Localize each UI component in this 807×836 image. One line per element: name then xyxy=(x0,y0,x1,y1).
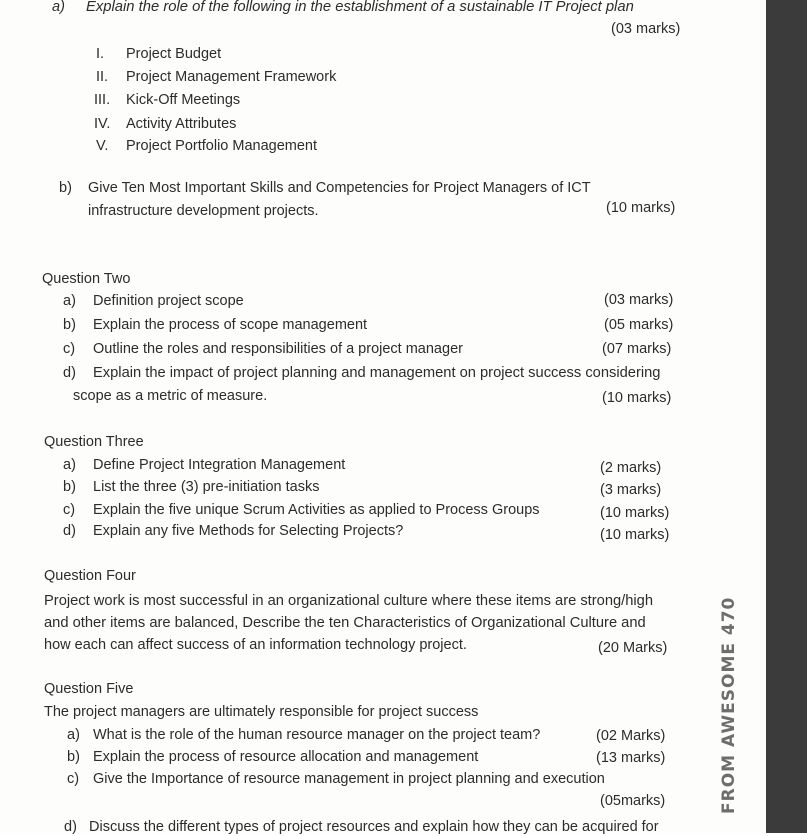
part-label: d) xyxy=(63,523,76,539)
item-text: Kick-Off Meetings xyxy=(126,92,241,108)
item-text: Project Budget xyxy=(126,46,222,62)
part-label: a) xyxy=(67,727,80,743)
part-marks: (3 marks) xyxy=(600,482,662,498)
question-five-title: Question Five xyxy=(44,681,134,697)
part-marks: (02 Marks) xyxy=(596,728,666,744)
part-text: Outline the roles and responsibilities of a project manager xyxy=(93,341,463,357)
watermark-text: FROM AWESOME 470 xyxy=(719,596,739,814)
part-label: b) xyxy=(67,749,80,765)
item-num: IV. xyxy=(94,116,111,132)
part-label: c) xyxy=(63,341,76,357)
item-text: Project Management Framework xyxy=(126,69,337,85)
part-label: a) xyxy=(63,293,76,309)
part-d-line1: Explain the impact of project planning and management on project success considering xyxy=(93,365,661,381)
question-two-title: Question Two xyxy=(42,271,131,287)
question-four-line2: and other items are balanced, Describe the ten Characteristics of Organizational Culture and xyxy=(44,615,646,631)
part-text: Explain the process of resource allocation and management xyxy=(93,749,479,765)
part-text: Definition project scope xyxy=(93,293,244,309)
part-text: Explain any five Methods for Selecting Projects? xyxy=(93,523,404,539)
part-marks: (07 marks) xyxy=(602,341,672,357)
question-four-line1: Project work is most successful in an organizational culture where these items are strong/high xyxy=(44,593,654,609)
item-num: II. xyxy=(96,69,109,85)
part-c-text: Give the Importance of resource management in project planning and execution xyxy=(93,771,605,787)
item-text: Project Portfolio Management xyxy=(126,138,318,154)
part-d-label: d) xyxy=(63,365,76,381)
part-marks: (2 marks) xyxy=(600,460,662,476)
part-text: Explain the five unique Scrum Activities as applied to Process Groups xyxy=(93,502,540,518)
question-four-title: Question Four xyxy=(44,568,136,584)
question-three-title: Question Three xyxy=(44,434,144,450)
question-b-line2: infrastructure development projects. xyxy=(88,203,319,219)
part-text: Explain the process of scope management xyxy=(93,317,368,333)
part-text: What is the role of the human resource manager on the project team? xyxy=(93,727,541,743)
question-five-intro: The project managers are ultimately responsible for project success xyxy=(44,704,479,720)
part-d-text: Discuss the different types of project resources and explain how they can be acquired for xyxy=(89,819,659,835)
question-a-text: Explain the role of the following in the establishment of a sustainable IT Project plan xyxy=(86,0,634,15)
part-d-marks: (10 marks) xyxy=(602,390,672,406)
part-marks: (03 marks) xyxy=(604,292,674,308)
part-marks: (10 marks) xyxy=(600,505,670,521)
question-four-marks: (20 Marks) xyxy=(598,640,668,656)
question-a-marks: (03 marks) xyxy=(611,21,681,37)
item-num: III. xyxy=(94,92,111,108)
question-a-label: a) xyxy=(52,0,65,15)
side-panel xyxy=(766,0,807,833)
part-c-marks: (05marks) xyxy=(600,793,666,809)
part-marks: (13 marks) xyxy=(596,750,666,766)
item-num: V. xyxy=(96,138,109,154)
question-b-label: b) xyxy=(59,180,72,196)
part-label: b) xyxy=(63,479,76,495)
part-label: b) xyxy=(63,317,76,333)
part-text: List the three (3) pre-initiation tasks xyxy=(93,479,320,495)
part-label: c) xyxy=(63,502,76,518)
part-marks: (05 marks) xyxy=(604,317,674,333)
question-four-line3: how each can affect success of an information technology project. xyxy=(44,637,467,653)
part-d-line2: scope as a metric of measure. xyxy=(73,388,268,404)
item-text: Activity Attributes xyxy=(126,116,237,132)
question-b-marks: (10 marks) xyxy=(606,200,676,216)
part-marks: (10 marks) xyxy=(600,527,670,543)
item-num: I. xyxy=(96,46,105,62)
part-text: Define Project Integration Management xyxy=(93,457,346,473)
part-c-label: c) xyxy=(67,771,80,787)
part-label: a) xyxy=(63,457,76,473)
part-d-label: d) xyxy=(64,819,77,835)
question-b-line1: Give Ten Most Important Skills and Competencies for Project Managers of ICT xyxy=(88,180,591,196)
